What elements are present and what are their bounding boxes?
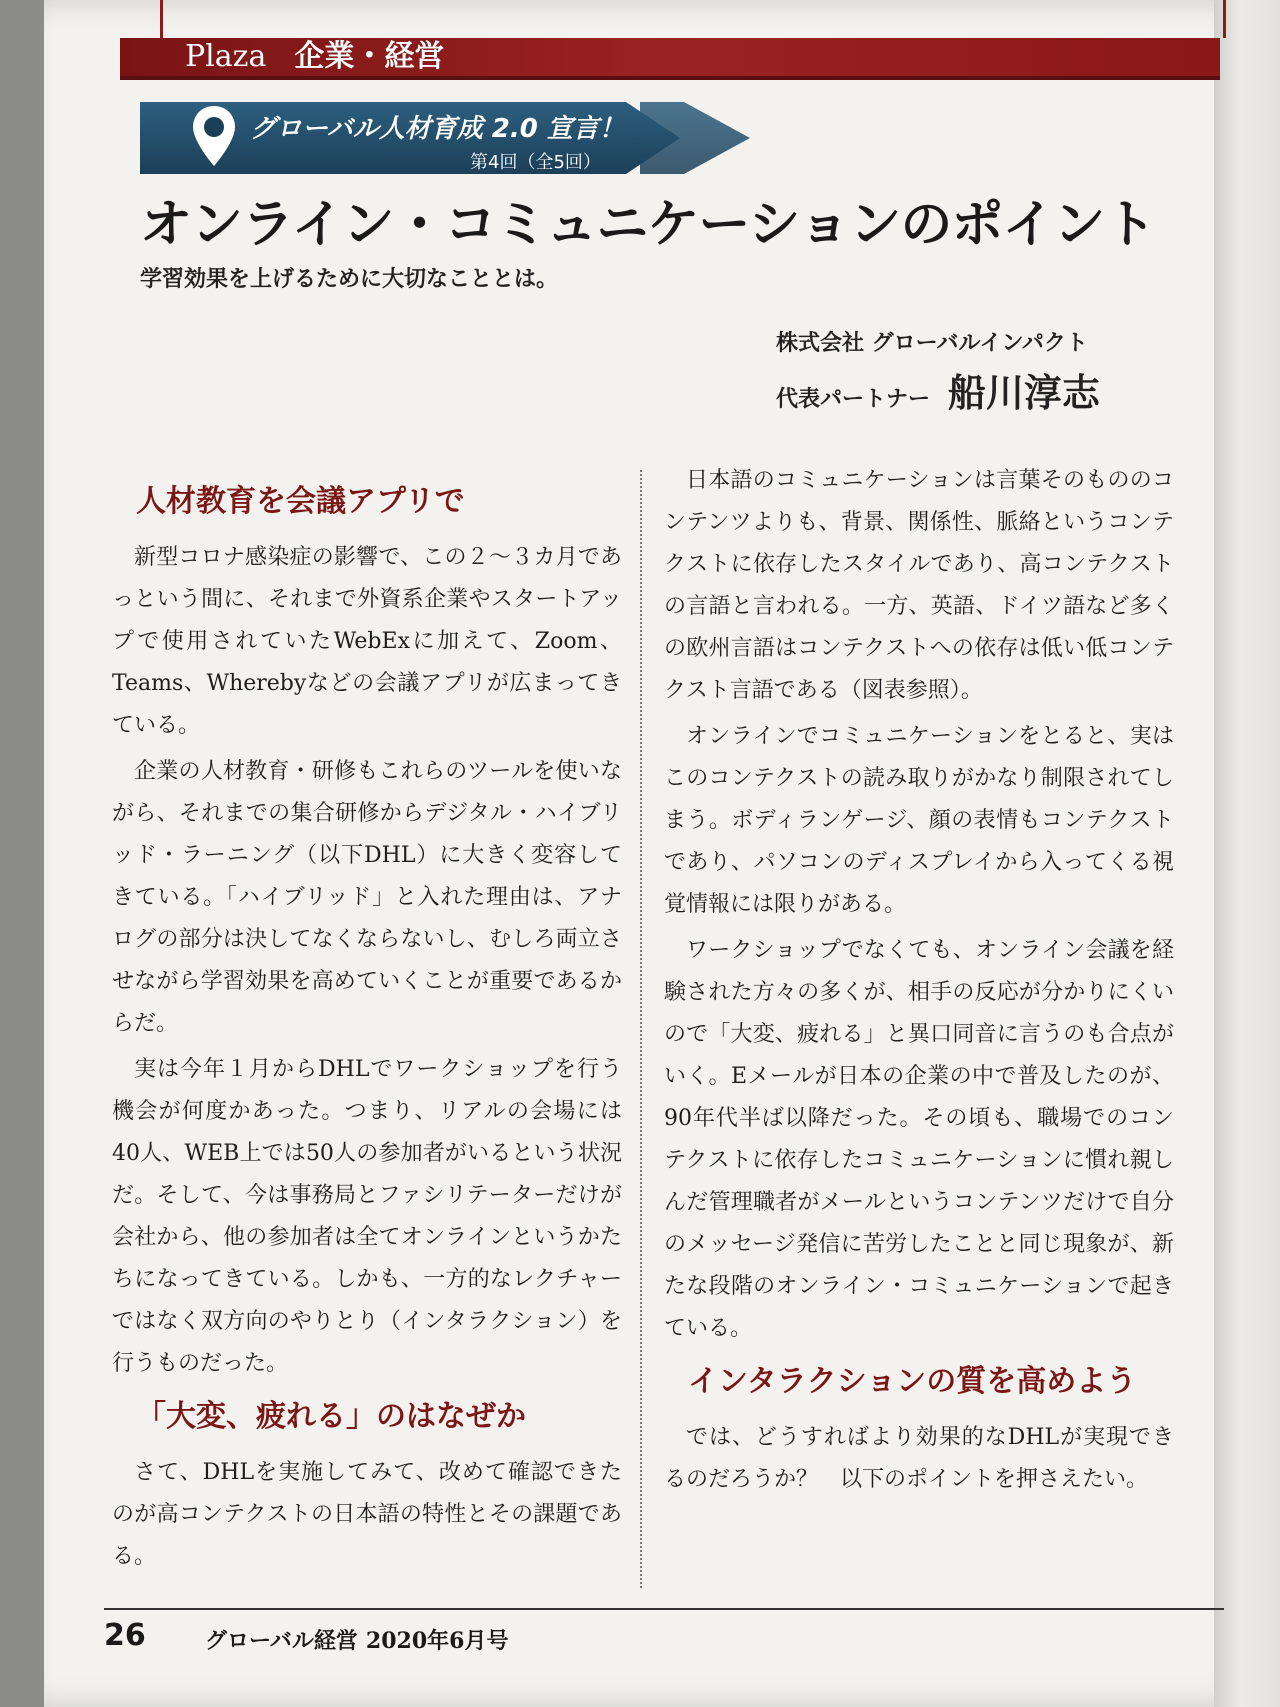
paragraph: 新型コロナ感染症の影響で、この２～３カ月であっという間に、それまで外資系企業やスタートアップで使用されていたWebExに加えて、Zoom、Teams、Wherebyなどの会議アプリが広まってきている。 <box>112 545 622 738</box>
section-label: 企業・経営 <box>294 39 445 74</box>
article-title: オンライン・コミュニケーションのポイント <box>140 195 1156 255</box>
article-subtitle: 学習効果を上げるために大切なこととは。 <box>140 267 559 292</box>
paragraph: 企業の人材教育・研修もこれらのツールを使いながら、それまでの集合研修からデジタル・ハイブリッド・ラーニング（以下DHL）に大きく変容してきている。「ハイブリッド」と入れた理由は、アナログの部分は決してなくならないし、むしろ両立させながら学習効果を高めていくことが重要であるからだ。 <box>112 759 622 1036</box>
author-line <box>776 362 1100 417</box>
magazine-info <box>205 1624 508 1655</box>
footer-rule <box>104 1608 1224 1610</box>
paragraph: 日本語のコミュニケーションは言葉そのもののコンテンツよりも、背景、関係性、脈絡というコンテクストに依存したスタイルであり、高コンテクストの言語と言われる。一方、英語、ドイツ語など多くの欧州言語はコンテクストへの依存は低い低コンテクスト言語である（図表参照）。 <box>664 468 1174 703</box>
column-divider <box>640 470 642 1588</box>
section-heading: 人材教育を会議アプリで <box>136 484 465 519</box>
left-column <box>112 470 622 1582</box>
magazine-name: グローバル経営 <box>205 1629 358 1654</box>
paragraph: では、どうすればより効果的なDHLが実現できるのだろうか？ 以下のポイントを押さえたい。 <box>664 1425 1174 1492</box>
section-label-latin: Plaza <box>185 39 267 74</box>
header-underline <box>120 76 1220 80</box>
issue-date: 2020年6月号 <box>365 1628 509 1654</box>
map-pin-icon <box>190 104 238 172</box>
section-heading: インタラクションの質を高めよう <box>688 1364 1137 1399</box>
author-company: 株式会社 グローバルインパクト <box>776 331 1088 356</box>
section-header <box>185 38 444 76</box>
paragraph: ワークショップでなくても、オンライン会議を経験された方々の多くが、相手の反応が分かりにくいので「大変、疲れる」と異口同音に言うのも合点がいく。Eメールが日本の企業の中で普及したのが、90年代半ば以降だった。その頃も、職場でのコンテクストに依存したコミュニケーションに慣れ親しんだ管理職者がメールというコンテンツだけで自分のメッセージ発信に苦労したことと同じ現象が、新たな段階のオンライン・コミュニケーションで起きている。 <box>664 938 1174 1341</box>
top-frame <box>160 0 1226 38</box>
section-heading: 「大変、疲れる」のはなぜか <box>136 1399 526 1434</box>
banner-subtitle: 第4回（全5回） <box>470 152 601 173</box>
paragraph: さて、DHLを実施してみて、改めて確認できたのが高コンテクストの日本語の特性とその課題である。 <box>112 1460 622 1569</box>
paragraph: オンラインでコミュニケーションをとると、実はこのコンテクストの読み取りがかなり制限されてしまう。ボディランゲージ、顔の表情もコンテクストであり、パソコンのディスプレイから入ってくる視覚情報には限りがある。 <box>664 724 1174 917</box>
author-name: 船川淳志 <box>948 370 1101 415</box>
right-column <box>664 460 1174 1505</box>
author-role: 代表パートナー <box>776 387 931 412</box>
next-page-edge <box>1214 0 1280 1707</box>
page-number: 26 <box>104 1618 146 1653</box>
paragraph: 実は今年１月からDHLでワークショップを行う機会が何度かあった。つまり、リアルの会場には40人、WEB上では50人の参加者がいるという状況だ。そして、今は事務局とファシリテーターだけが会社から、他の参加者は全てオンラインというかたちになってきている。しかも、一方的なレクチャーではなく双方向のやりとり（インタラクション）を行うものだった。 <box>112 1057 622 1376</box>
banner-title: グローバル人材育成 2.0 宣言！ <box>250 114 625 144</box>
